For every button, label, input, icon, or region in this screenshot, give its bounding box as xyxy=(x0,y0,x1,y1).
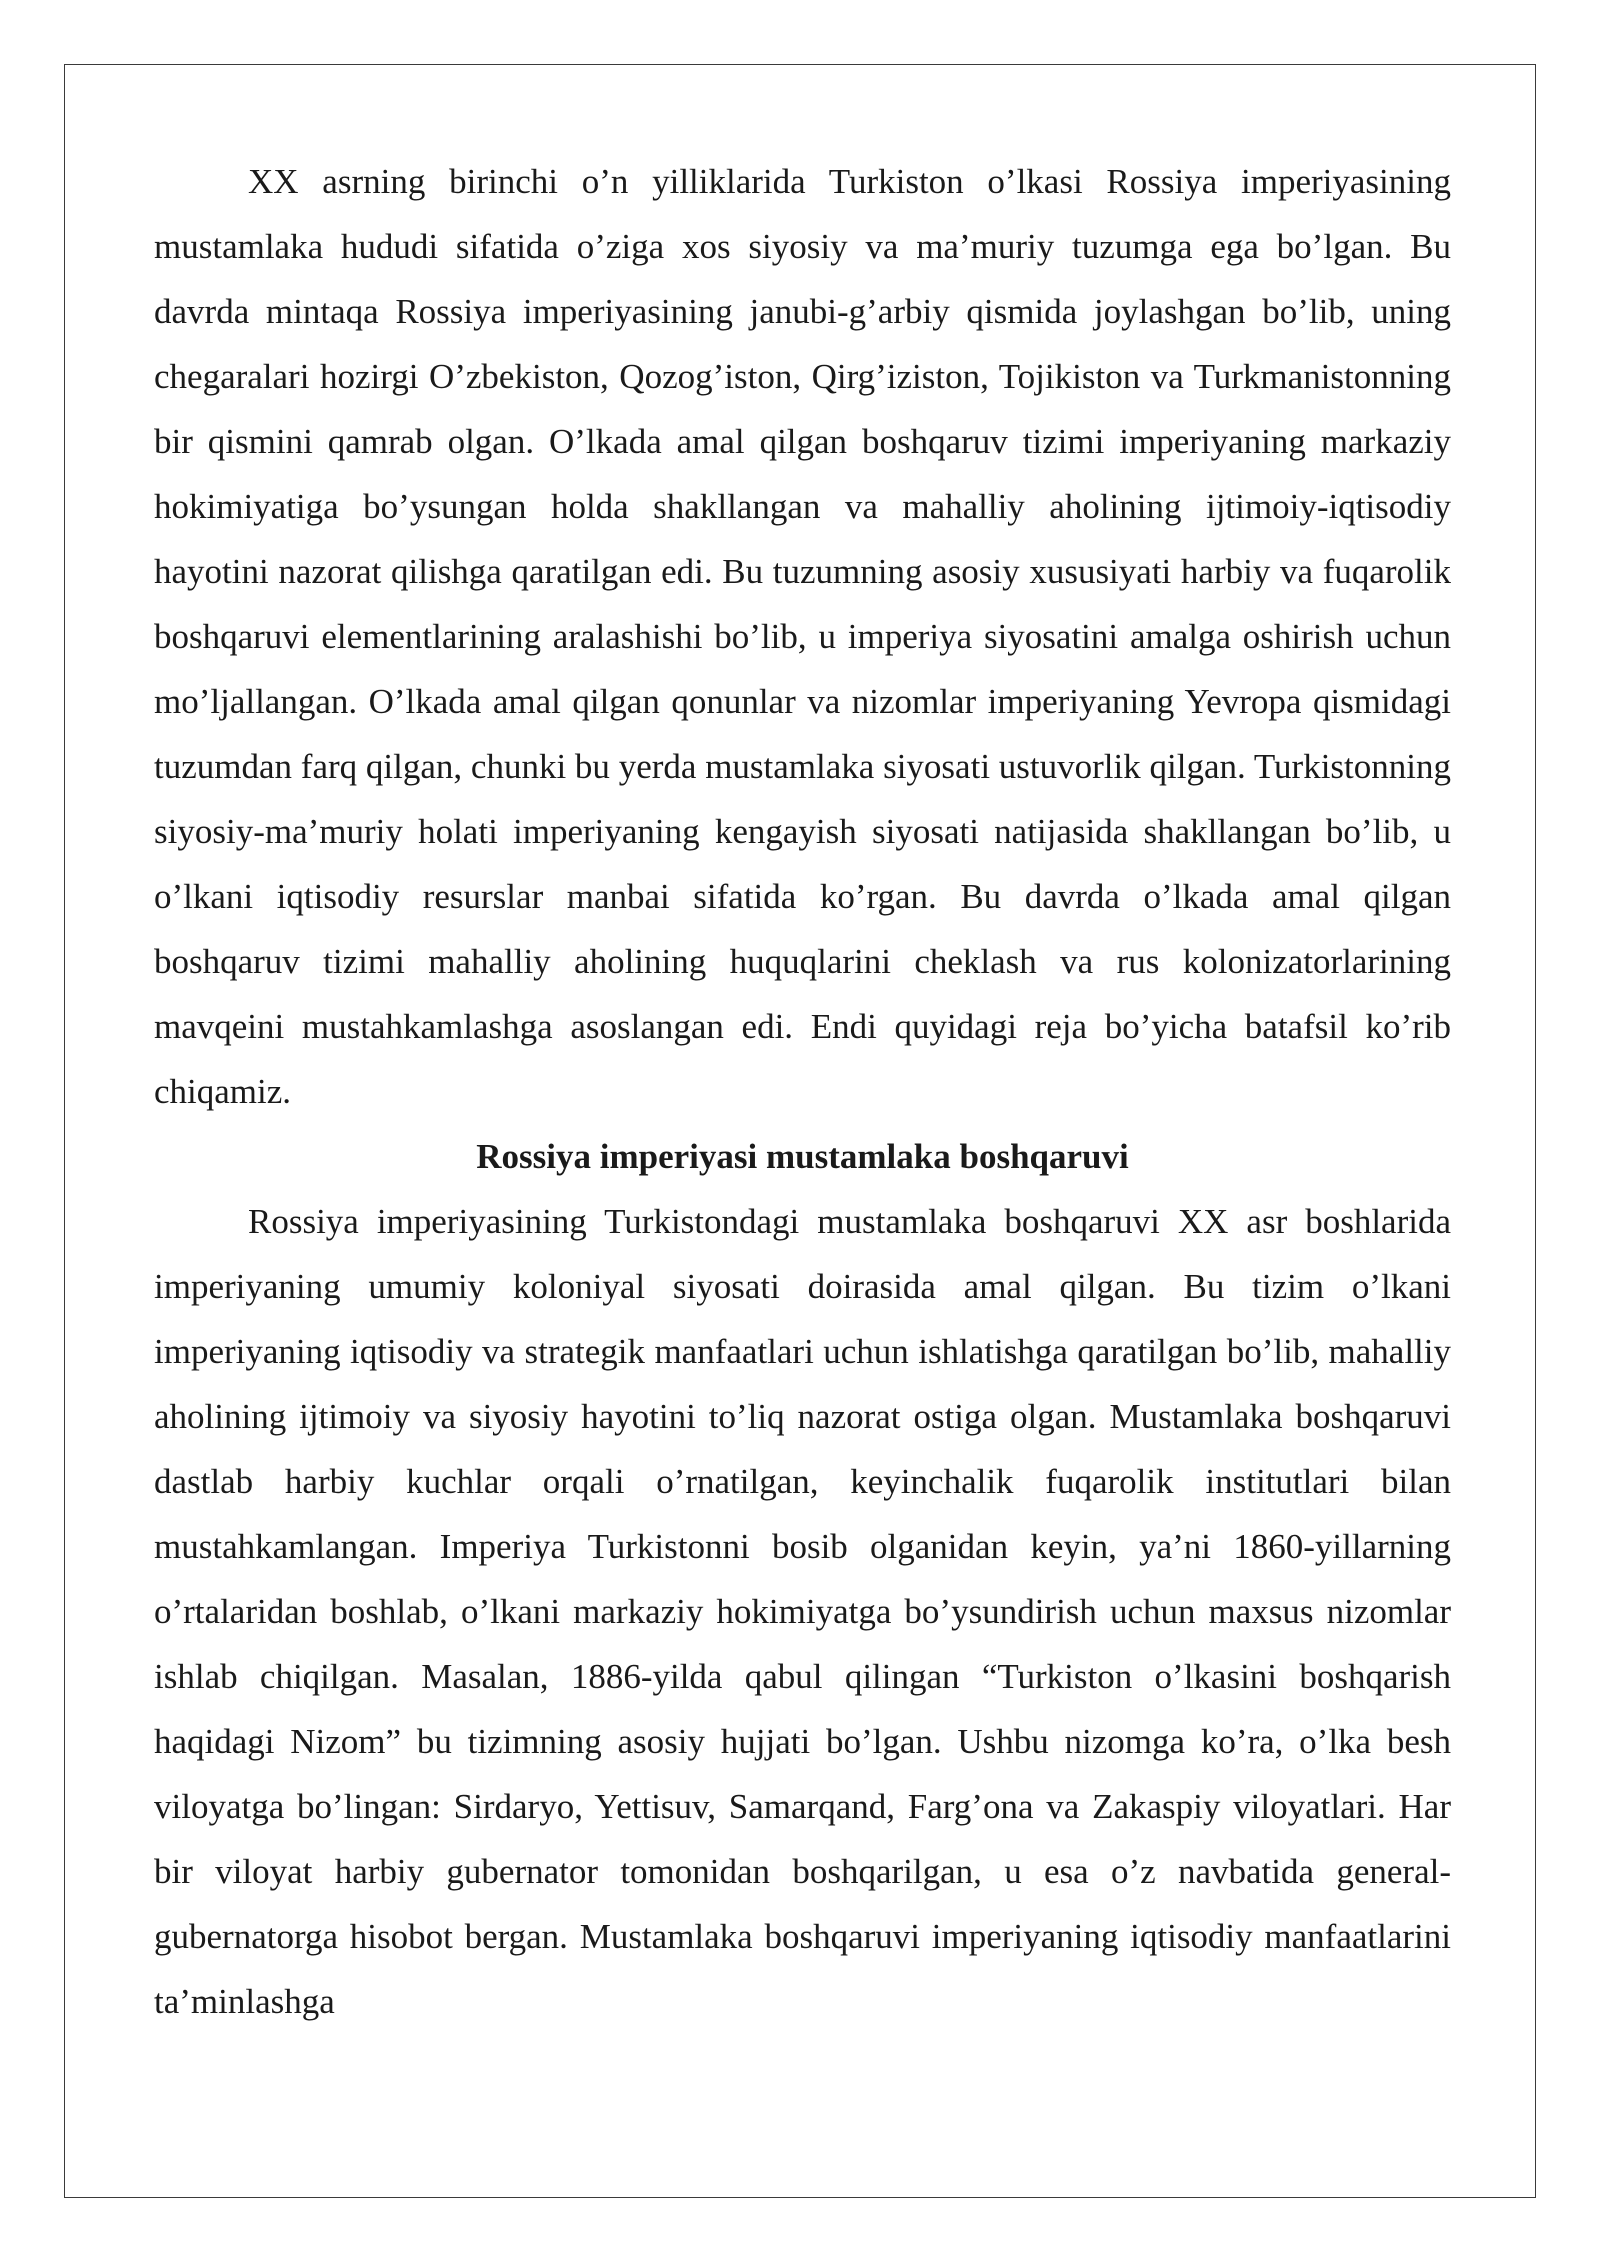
document-body xyxy=(154,149,1451,2034)
body-paragraph-intro: XX asrning birinchi o’n yilliklarida Turkiston o’lkasi Rossiya imperiyasining mustamlaka hududi sifatida o’ziga xos siyosiy va ma’muriy tuzumga ega bo’lgan. Bu davrda mintaqa Rossiya imperiyasining janubi-g’arbiy qismida joylashgan bo’lib, uning chegaralari hozirgi O’zbekiston, Qozog’iston, Qirg’iziston, Tojikiston va Turkmanistonning bir qismini qamrab olgan. O’lkada amal qilgan boshqaruv tizimi imperiyaning markaziy hokimiyatiga bo’ysungan holda shakllangan va mahalliy aholining ijtimoiy-iqtisodiy hayotini nazorat qilishga qaratilgan edi. Bu tuzumning asosiy xususiyati harbiy va fuqarolik boshqaruvi elementlarining aralashishi bo’lib, u imperiya siyosatini amalga oshirish uchun mo’ljallangan. O’lkada amal qilgan qonunlar va nizomlar imperiyaning Yevropa qismidagi tuzumdan farq qilgan, chunki bu yerda mustamlaka siyosati ustuvorlik qilgan. Turkistonning siyosiy-ma’muriy holati imperiyaning kengayish siyosati natijasida shakllangan bo’lib, u o’lkani iqtisodiy resurslar manbai sifatida ko’rgan. Bu davrda o’lkada amal qilgan boshqaruv tizimi mahalliy aholining huquqlarini cheklash va rus kolonizatorlarining mavqeini mustahkamlashga asoslangan edi. Endi quyidagi reja bo’yicha batafsil ko’rib chiqamiz. xyxy=(154,162,1451,1111)
section-heading: Rossiya imperiyasi mustamlaka boshqaruvi xyxy=(476,1137,1129,1176)
body-paragraph-colonial-administration: Rossiya imperiyasining Turkistondagi mustamlaka boshqaruvi XX asr boshlarida imperiyaning umumiy koloniyal siyosati doirasida amal qilgan. Bu tizim o’lkani imperiyaning iqtisodiy va strategik manfaatlari uchun ishlatishga qaratilgan bo’lib, mahalliy aholining ijtimoiy va siyosiy hayotini to’liq nazorat ostiga olgan. Mustamlaka boshqaruvi dastlab harbiy kuchlar orqali o’rnatilgan, keyinchalik fuqarolik institutlari bilan mustahkamlangan. Imperiya Turkistonni bosib olganidan keyin, ya’ni 1860-yillarning o’rtalaridan boshlab, o’lkani markaziy hokimiyatga bo’ysundirish uchun maxsus nizomlar ishlab chiqilgan. Masalan, 1886-yilda qabul qilingan “Turkiston o’lkasini boshqarish haqidagi Nizom” bu tizimning asosiy hujjati bo’lgan. Ushbu nizomga ko’ra, o’lka besh viloyatga bo’lingan: Sirdaryo, Yettisuv, Samarqand, Farg’ona va Zakaspiy viloyatlari. Har bir viloyat harbiy gubernator tomonidan boshqarilgan, u esa o’z navbatida general-gubernatorga hisobot bergan. Mustamlaka boshqaruvi imperiyaning iqtisodiy manfaatlarini ta’minlashga xyxy=(154,1202,1451,2021)
